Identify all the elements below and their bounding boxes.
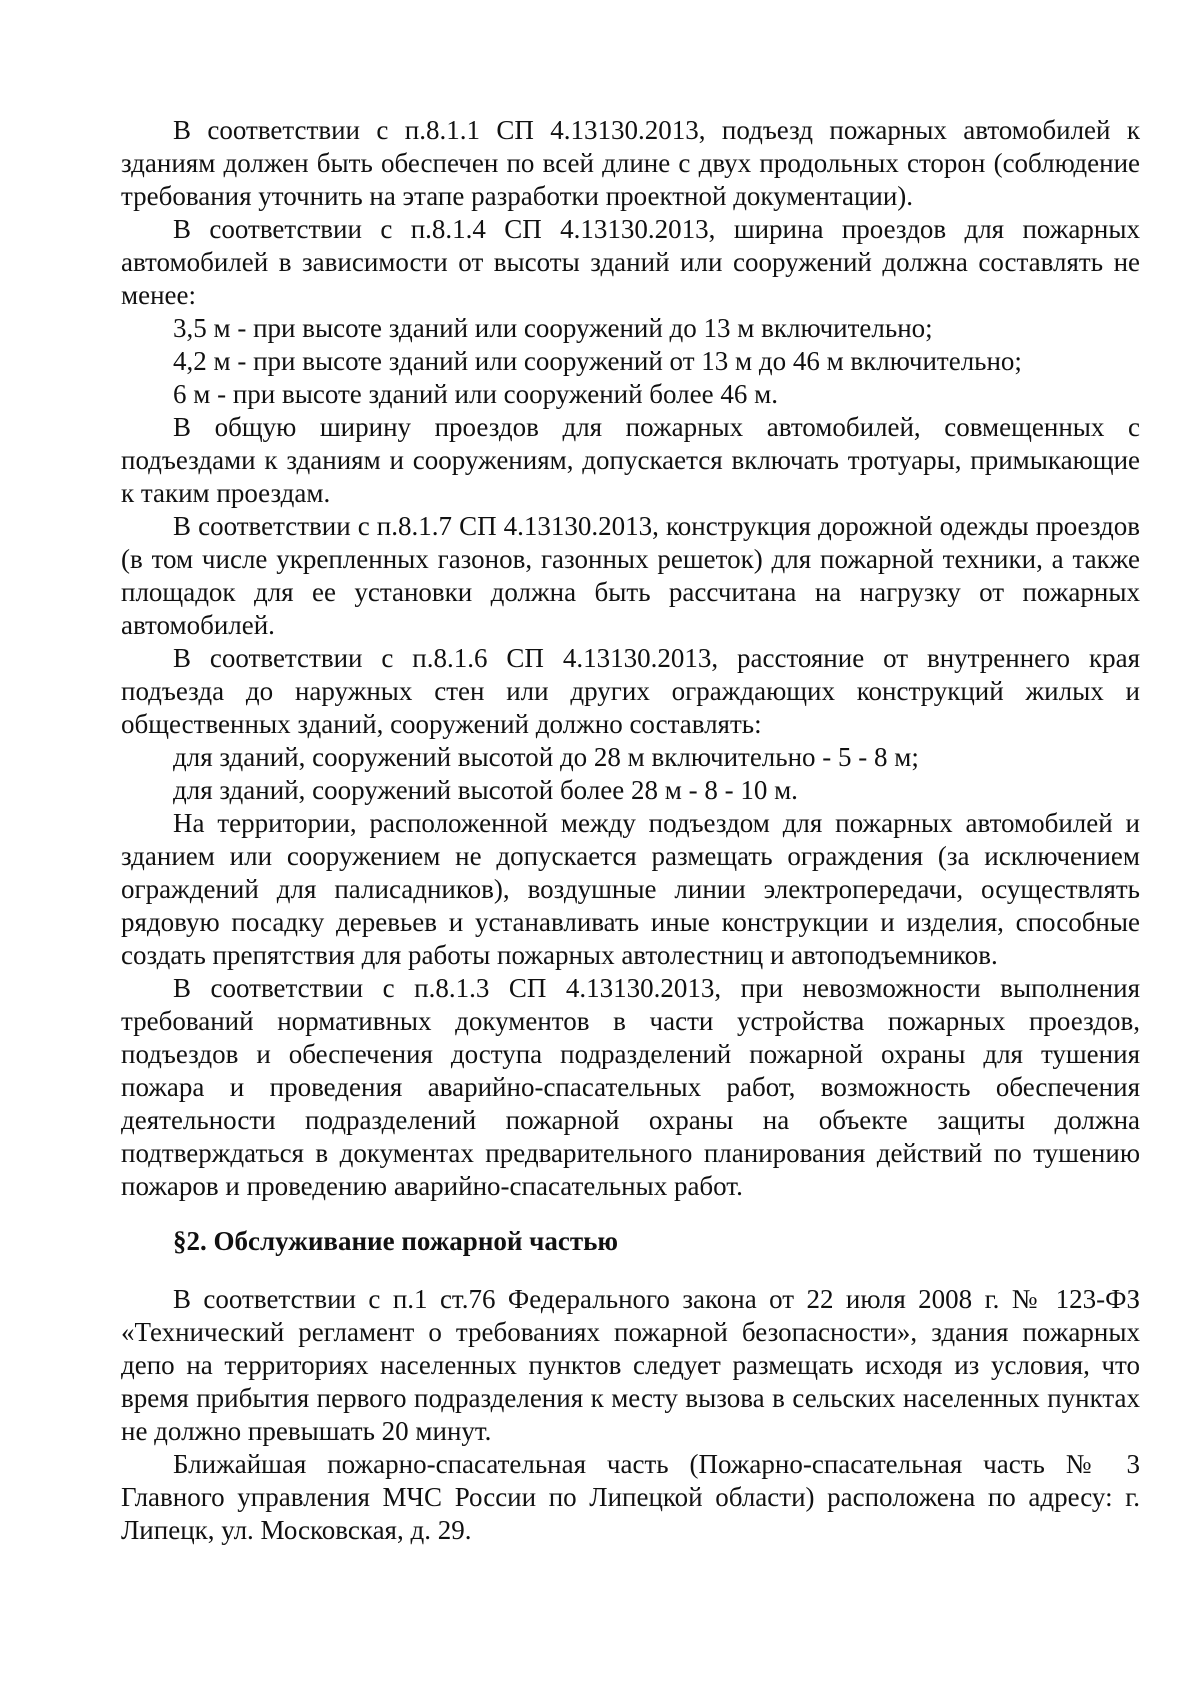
paragraph: В соответствии с п.8.1.4 СП 4.13130.2013, ширина проездов для пожарных автомобилей в зависимости от высоты зданий или сооружений должна составлять не менее:: [121, 214, 1140, 310]
list-item: для зданий, сооружений высотой до 28 м включительно - 5 - 8 м;: [173, 742, 919, 772]
paragraph: В соответствии с п.8.1.3 СП 4.13130.2013, при невозможности выполнения требований нормативных документов в части устройства пожарных проездов, подъездов и обеспечения доступа подразделений пожарной охраны для тушения пожара и проведения аварийно-спасательных работ, возможность обеспечения деятельности подразделений пожарной охраны на объекте защиты должна подтверждаться в документах предварительного планирования действий по тушению пожаров и проведению аварийно-спасательных работ.: [121, 973, 1140, 1201]
paragraph: Ближайшая пожарно-спасательная часть (Пожарно-спасательная часть № 3 Главного управления МЧС России по Липецкой области) расположена по адресу: г. Липецк, ул. Московская, д. 29.: [121, 1449, 1140, 1545]
paragraph: В соответствии с п.1 ст.76 Федерального закона от 22 июля 2008 г. № 123-ФЗ «Технический регламент о требованиях пожарной безопасности», здания пожарных депо на территориях населенных пунктов следует размещать исходя из условия, что время прибытия первого подразделения к месту вызова в сельских населенных пунктах не должно превышать 20 минут.: [121, 1284, 1140, 1446]
paragraph: В соответствии с п.8.1.1 СП 4.13130.2013, подъезд пожарных автомобилей к зданиям должен быть обеспечен по всей длине с двух продольных сторон (соблюдение требования уточнить на этапе разработки проектной документации).: [121, 115, 1140, 211]
section-heading: §2. Обслуживание пожарной частью: [173, 1226, 619, 1256]
list-item: 4,2 м - при высоте зданий или сооружений от 13 м до 46 м включительно;: [173, 346, 1022, 376]
list-item: 6 м - при высоте зданий или сооружений более 46 м.: [173, 379, 778, 409]
body-text-bottom: [121, 1283, 1140, 1547]
list-item: 3,5 м - при высоте зданий или сооружений до 13 м включительно;: [173, 313, 933, 343]
list-item: для зданий, сооружений высотой более 28 м - 8 - 10 м.: [173, 775, 798, 805]
paragraph: В соответствии с п.8.1.7 СП 4.13130.2013, конструкция дорожной одежды проездов (в том числе укрепленных газонов, газонных решеток) для пожарной техники, а также площадок для ее установки должна быть рассчитана на нагрузку от пожарных автомобилей.: [121, 511, 1140, 640]
body-text-top: [121, 114, 1140, 1203]
paragraph: В общую ширину проездов для пожарных автомобилей, совмещенных с подъездами к зданиям и сооружениям, допускается включать тротуары, примыкающие к таким проездам.: [121, 412, 1140, 508]
paragraph: На территории, расположенной между подъездом для пожарных автомобилей и зданием или сооружением не допускается размещать ограждения (за исключением ограждений для палисадников), воздушные линии электропередачи, осуществлять рядовую посадку деревьев и устанавливать иные конструкции и изделия, способные создать препятствия для работы пожарных автолестниц и автоподъемников.: [121, 808, 1140, 970]
paragraph: В соответствии с п.8.1.6 СП 4.13130.2013, расстояние от внутреннего края подъезда до наружных стен или других ограждающих конструкций жилых и общественных зданий, сооружений должно составлять:: [121, 643, 1140, 739]
